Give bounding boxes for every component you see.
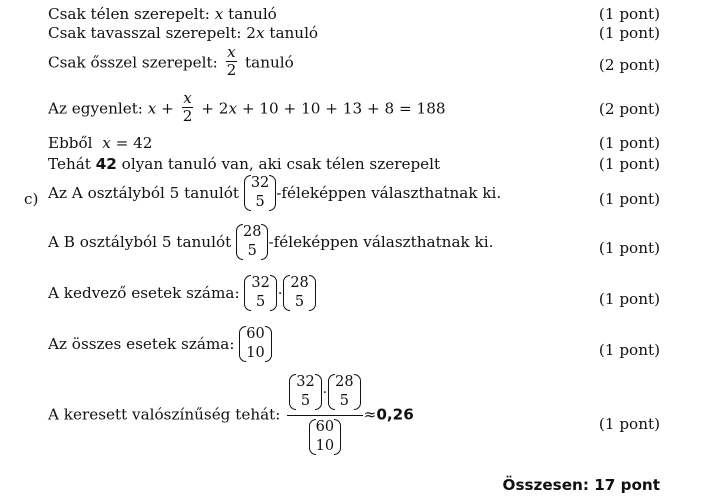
points-class-a: (1 pont) (598, 190, 660, 208)
points-total: (1 pont) (598, 341, 660, 359)
multiplication-dot: · (322, 385, 328, 401)
section-label-c: c) (24, 190, 39, 208)
line-equation: Az egyenlet: x + $\frac{x}{2}$ + 2x + 10 + 10 + 13 + 8 = 188 (48, 89, 446, 125)
line-conclusion: Tehát 42 olyan tanuló van, aki csak télen szerepelt (48, 155, 441, 173)
points-result: (1 pont) (598, 134, 660, 152)
binomial-32-5: 32 5 (244, 174, 276, 212)
binomial-28-5: 28 5 (236, 223, 268, 261)
points-class-b: (1 pont) (598, 239, 660, 257)
line-result: Ebből x = 42 (48, 134, 153, 152)
binomial-60-10: 60 10 (239, 325, 271, 363)
binomial-28-5: 28 5 (283, 274, 315, 312)
points-equation: (2 pont) (598, 100, 660, 118)
line-total: Az összes esetek száma: 60 10 (48, 326, 272, 364)
total-points: Összesen: 17 pont (502, 476, 660, 494)
line-autumn: Csak ősszel szerepelt: $\frac{x}{2}$ tanuló (48, 43, 294, 79)
binomial-60-10: 60 10 (309, 418, 341, 456)
points-autumn: (2 pont) (598, 56, 660, 74)
line-probability: A keresett valószínűség tehát: 32 5 · 28 5 60 10 ≈0,26 (48, 374, 414, 457)
points-winter: (1 pont) (598, 5, 660, 23)
fraction-x-over-2: $\frac{x}{2}$ (226, 43, 237, 79)
line-class-a: Az A osztályból 5 tanulót 32 5 -féleképpen választhatnak ki. (48, 175, 502, 210)
equation-fraction: $\frac{x}{2}$ (182, 89, 193, 125)
points-probability: (1 pont) (598, 415, 660, 433)
points-conclusion: (1 pont) (598, 155, 660, 173)
multiplication-dot: · (277, 286, 283, 302)
fraction-numerator (287, 374, 362, 415)
binomial-28-5: 28 5 (328, 373, 360, 411)
line-winter: Csak télen szerepelt: x tanuló (48, 5, 277, 23)
binomial-32-5: 32 5 (244, 274, 276, 312)
probability-fraction (287, 374, 362, 457)
line-spring: Csak tavasszal szerepelt: 2x tanuló (48, 24, 319, 42)
line-favorable: A kedvező esetek száma: 32 5 · 28 5 (48, 275, 316, 313)
points-spring: (1 pont) (598, 24, 660, 42)
binomial-32-5: 32 5 (289, 373, 321, 411)
points-favorable: (1 pont) (598, 290, 660, 308)
line-class-b: A B osztályból 5 tanulót 28 5 -féleképpen választhatnak ki. (48, 224, 494, 259)
fraction-denominator (287, 415, 362, 457)
